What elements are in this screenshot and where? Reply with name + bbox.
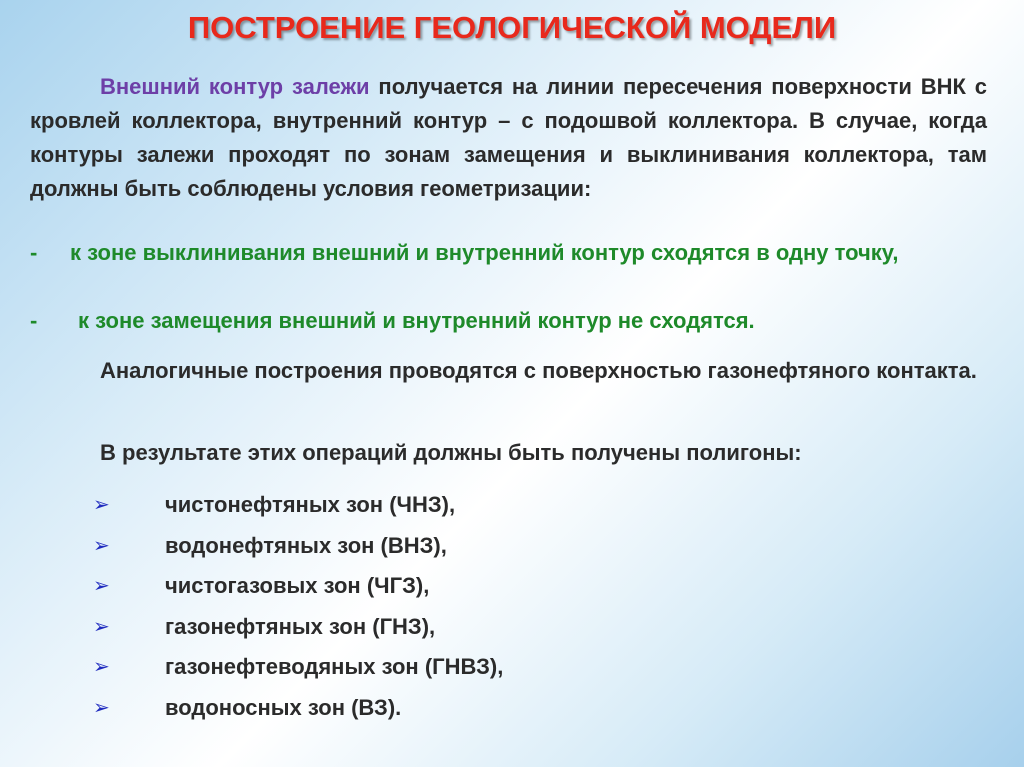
polygon-list — [93, 488, 503, 731]
paragraph-gas-oil-contact: Аналогичные построения проводятся с поверхностью газонефтяного контакта. — [100, 358, 977, 383]
polygon-label: чистонефтяных зон (ЧНЗ), — [165, 492, 456, 517]
condition-pinchout — [30, 236, 987, 270]
polygon-label: чистогазовых зон (ЧГЗ), — [165, 573, 430, 598]
polygon-label: водоносных зон (ВЗ). — [165, 694, 402, 720]
arrow-bullet-icon: ➢ — [93, 615, 110, 638]
condition-dash: - — [30, 240, 38, 265]
arrow-bullet-icon: ➢ — [93, 494, 110, 516]
list-item — [93, 650, 503, 691]
arrow-bullet-icon: ➢ — [93, 534, 110, 557]
polygon-label: газонефтяных зон (ГНЗ), — [165, 613, 436, 639]
paragraph-result-intro: В результате этих операций должны быть получены полигоны: — [100, 440, 802, 465]
highlight-external-contour: Внешний контур залежи — [100, 74, 370, 99]
condition-substitution — [30, 304, 987, 338]
list-item — [93, 691, 503, 732]
condition-dash: - — [30, 308, 38, 333]
slide-title: ПОСТРОЕНИЕ ГЕОЛОГИЧЕСКОЙ МОДЕЛИ — [187, 10, 837, 45]
paragraph1-text: получается на линии пересечения поверхности ВНК с кровлей коллектора, внутренний контур – с подошвой коллектора. В случае, когда контуры залежи проходят по зонам замещения и выклинивания коллектора, там должны быть соблюдены условия геометризации: — [30, 74, 987, 201]
list-item — [93, 610, 503, 651]
condition-pinchout-text: к зоне выклинивания внешний и внутренний контур сходятся в одну точку, — [70, 240, 899, 265]
arrow-bullet-icon: ➢ — [93, 656, 110, 678]
arrow-bullet-icon: ➢ — [93, 696, 110, 719]
paragraph-contour-definition — [30, 70, 987, 206]
list-item — [93, 569, 503, 610]
arrow-bullet-icon: ➢ — [93, 575, 110, 597]
polygon-label: водонефтяных зон (ВНЗ), — [165, 532, 447, 558]
condition-substitution-text: к зоне замещения внешний и внутренний контур не сходятся. — [78, 308, 755, 333]
polygon-label: газонефтеводяных зон (ГНВЗ), — [165, 654, 504, 679]
list-item — [93, 488, 503, 529]
list-item — [93, 529, 503, 570]
